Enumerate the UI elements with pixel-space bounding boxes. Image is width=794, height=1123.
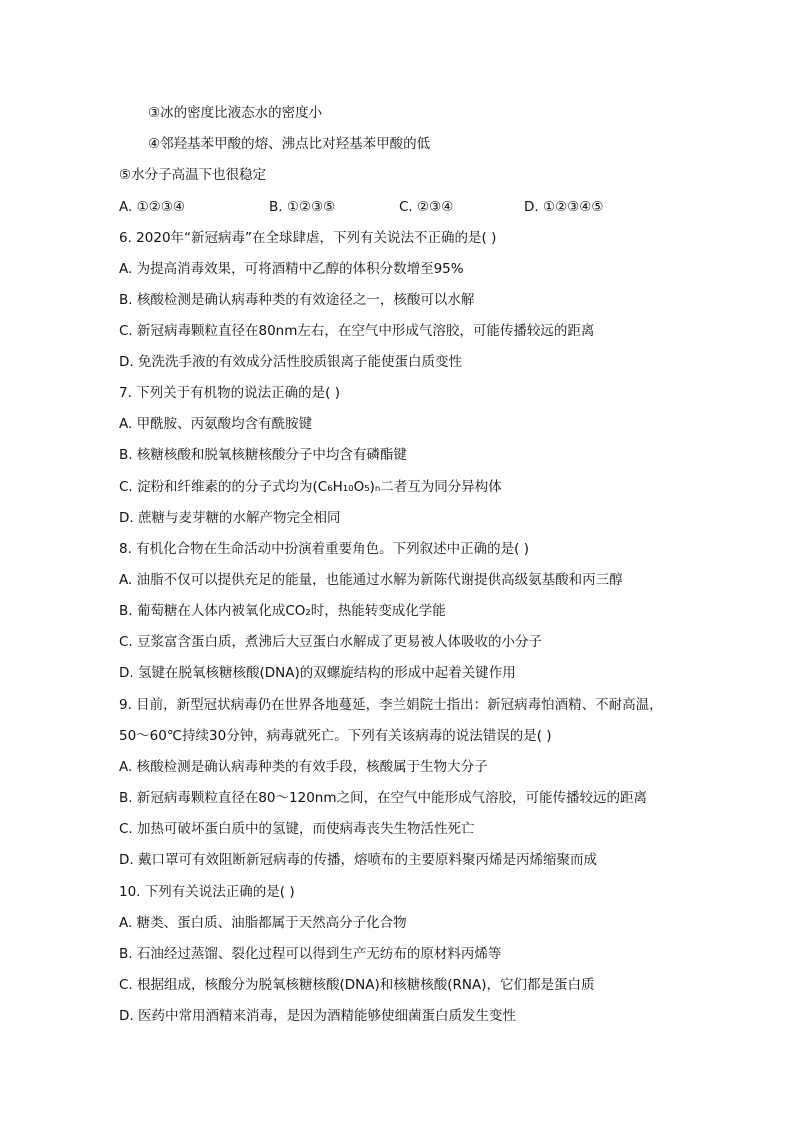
- statement-3: ③冰的密度比液态水的密度小: [148, 105, 323, 121]
- q8-option-c: C. 豆浆富含蛋白质，煮沸后大豆蛋白水解成了更易被人体吸收的小分子: [119, 634, 543, 650]
- q7-option-a: A. 甲酰胺、丙氨酸均含有酰胺键: [119, 416, 313, 432]
- q7-option-b: B. 核糖核酸和脱氧核糖核酸分子中均含有磷酯键: [119, 447, 407, 463]
- q5-option-d: D. ①②③④⑤: [524, 199, 604, 215]
- q6-option-b: B. 核酸检测是确认病毒种类的有效途径之一，核酸可以水解: [119, 292, 475, 308]
- q7-option-c: C. 淀粉和纤维素的的分子式均为(C₆H₁₀O₅)ₙ二者互为同分异构体: [119, 479, 502, 495]
- q7-option-d: D. 蔗糖与麦芽糖的水解产物完全相同: [119, 510, 341, 526]
- q10-option-b: B. 石油经过蒸馏、裂化过程可以得到生产无纺布的原材料丙烯等: [119, 946, 502, 962]
- q6-option-a: A. 为提高消毒效果，可将酒精中乙醇的体积分数增至95%: [119, 261, 464, 277]
- q8-option-d: D. 氢键在脱氧核糖核酸(DNA)的双螺旋结构的形成中起着关键作用: [119, 665, 516, 681]
- q9-option-d: D. 戴口罩可有效阻断新冠病毒的传播，熔喷布的主要原料聚丙烯是丙烯缩聚而成: [119, 852, 597, 868]
- q10-option-d: D. 医药中常用酒精来消毒，是因为酒精能够使细菌蛋白质发生变性: [119, 1008, 516, 1024]
- q6-stem: 6. 2020年“新冠病毒”在全球肆虐，下列有关说法不正确的是( ): [119, 230, 497, 246]
- q10-stem: 10. 下列有关说法正确的是( ): [119, 884, 295, 900]
- q8-option-a: A. 油脂不仅可以提供充足的能量，也能通过水解为新陈代谢提供高级氨基酸和丙三醇: [119, 572, 623, 588]
- q8-option-b: B. 葡萄糖在人体内被氧化成CO₂时，热能转变成化学能: [119, 603, 446, 619]
- statement-5: ⑤水分子高温下也很稳定: [119, 167, 267, 183]
- q9-option-c: C. 加热可破坏蛋白质中的氢键，而使病毒丧失生物活性死亡: [119, 821, 475, 837]
- q5-option-a: A. ①②③④: [119, 199, 185, 215]
- statement-4: ④邻羟基苯甲酸的熔、沸点比对羟基苯甲酸的低: [148, 136, 431, 152]
- q9-option-b: B. 新冠病毒颗粒直径在80～120nm之间，在空气中能形成气溶胶，可能传播较远的距离: [119, 790, 647, 806]
- q5-option-c: C. ②③④: [399, 199, 454, 215]
- q6-option-c: C. 新冠病毒颗粒直径在80nm左右，在空气中形成气溶胶，可能传播较远的距离: [119, 323, 595, 339]
- q6-option-d: D. 免洗洗手液的有效成分活性胶质银离子能使蛋白质变性: [119, 354, 462, 370]
- q5-option-b: B. ①②③⑤: [269, 199, 336, 215]
- q10-option-a: A. 糖类、蛋白质、油脂都属于天然高分子化合物: [119, 915, 407, 931]
- q8-stem: 8. 有机化合物在生命活动中扮演着重要角色。下列叙述中正确的是( ): [119, 541, 529, 557]
- q7-stem: 7. 下列关于有机物的说法正确的是( ): [119, 385, 340, 401]
- q9-stem-line2: 50～60℃持续30分钟，病毒就死亡。下列有关该病毒的说法错误的是( ): [119, 728, 552, 744]
- q9-option-a: A. 核酸检测是确认病毒种类的有效手段，核酸属于生物大分子: [119, 759, 488, 775]
- q10-option-c: C. 根据组成，核酸分为脱氧核糖核酸(DNA)和核糖核酸(RNA)，它们都是蛋白质: [119, 977, 595, 993]
- q9-stem-line1: 9. 目前，新型冠状病毒仍在世界各地蔓延，李兰娟院士指出：新冠病毒怕酒精、不耐高温，: [119, 697, 663, 713]
